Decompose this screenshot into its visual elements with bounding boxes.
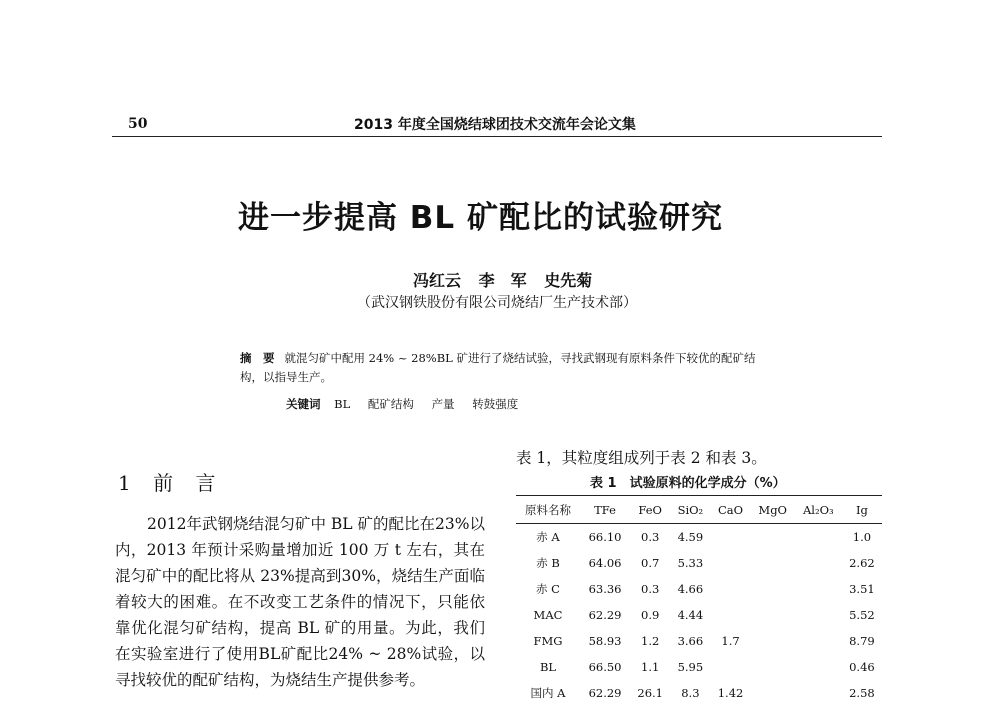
keywords-label: 关键词 — [286, 397, 321, 411]
table-header-cell: CaO — [710, 496, 750, 524]
table-cell: 5.52 — [849, 608, 875, 622]
table-header-cell: 原料名称 — [516, 496, 580, 524]
table-cell: 64.06 — [588, 556, 622, 570]
table-cell — [751, 576, 795, 602]
page-number: 50 — [128, 116, 148, 132]
table-cell: 2.58 — [849, 686, 875, 700]
table-cell: 58.93 — [588, 634, 622, 648]
table-cell: 63.36 — [588, 582, 622, 596]
table-cell: 4.59 — [677, 530, 704, 544]
keyword: 产量 — [431, 397, 455, 411]
table-header-cell: SiO₂ — [670, 496, 710, 524]
table-header-cell: Ig — [842, 496, 882, 524]
table-cell: 8.79 — [849, 634, 875, 648]
author-name: 冯红云 — [413, 271, 462, 290]
table-cell: 4.66 — [677, 582, 704, 596]
table-cell: 62.29 — [588, 608, 622, 622]
table-cell — [751, 550, 795, 576]
table-row — [516, 680, 882, 706]
table-cell — [751, 680, 795, 706]
table-row — [516, 628, 882, 654]
table-cell — [710, 654, 750, 680]
table-row — [516, 576, 882, 602]
body-paragraph-text: 2012年武钢烧结混匀矿中 BL 矿的配比在23%以内，2013 年预计采购量增加近 100 万 t 左右，其在混匀矿中的配比将从 23%提高到30%，烧结生产面临着较大的困难。在不改变工艺条件的情况下，只能依靠优化混匀矿结构，提高 BL 矿的用量。为此，我们在实验室进行了使用BL矿配比24% ~ 28%试验，以寻找较优的配矿结构，为烧结生产提供参考。 — [115, 515, 485, 689]
table-row — [516, 524, 882, 551]
table-cell: 5.95 — [677, 660, 704, 674]
table-row — [516, 602, 882, 628]
table-cell: 8.3 — [681, 686, 700, 700]
table-cell — [751, 524, 795, 551]
table-row — [516, 550, 882, 576]
author-name: 史先菊 — [544, 271, 593, 290]
table-cell — [795, 680, 842, 706]
keyword: BL — [334, 397, 351, 411]
material-name-cell: 国内 A — [530, 686, 566, 700]
abstract — [240, 349, 760, 387]
abstract-label: 摘 要 — [240, 351, 275, 365]
table-cell: 1.1 — [641, 660, 660, 674]
keyword: 转鼓强度 — [472, 397, 519, 411]
abstract-text: 就混匀矿中配用 24% ~ 28%BL 矿进行了烧结试验，寻找武钢现有原料条件下较优的配矿结构，以指导生产。 — [240, 351, 756, 384]
header-rule — [112, 136, 882, 137]
table-cell: 0.46 — [849, 660, 875, 674]
table-cell: 0.3 — [641, 582, 660, 596]
material-name-cell: 赤 A — [536, 530, 560, 544]
table-cell — [795, 550, 842, 576]
table-caption: 表 1 试验原料的化学成分（%） — [590, 476, 786, 491]
table-cell — [795, 602, 842, 628]
table-cell: 1.42 — [717, 686, 744, 700]
author-list — [413, 268, 592, 291]
table-cell: 0.9 — [641, 608, 660, 622]
table-cell: 2.62 — [849, 556, 875, 570]
table-cell: 5.33 — [677, 556, 704, 570]
table-row — [516, 654, 882, 680]
table-cell — [710, 576, 750, 602]
table-cell: 1.7 — [721, 634, 740, 648]
composition-table — [516, 495, 882, 706]
table-cell: 1.0 — [852, 530, 872, 544]
table-cell: 3.51 — [849, 582, 875, 596]
table-header-cell: Al₂O₃ — [795, 496, 842, 524]
table-header-cell: MgO — [751, 496, 795, 524]
material-name-cell: BL — [539, 660, 557, 674]
affiliation: （武汉钢铁股份有限公司烧结厂生产技术部） — [357, 295, 637, 311]
table-cell: 62.29 — [588, 686, 622, 700]
table-cell — [710, 602, 750, 628]
table-cell: 66.10 — [588, 530, 622, 544]
body-paragraph — [115, 511, 485, 693]
section-heading: 1 前 言 — [118, 471, 224, 495]
keywords — [286, 396, 532, 412]
table-cell: 1.2 — [641, 634, 660, 648]
running-title: 2013 年度全国烧结球团技术交流年会论文集 — [354, 117, 636, 133]
table-cell — [795, 524, 842, 551]
material-name-cell: 赤 C — [536, 582, 560, 596]
table-header-cell: TFe — [580, 496, 630, 524]
table-cell: 0.7 — [641, 556, 660, 570]
table-cell — [710, 550, 750, 576]
material-name-cell: 赤 B — [536, 556, 560, 570]
table-cell — [751, 602, 795, 628]
author-name: 李 军 — [478, 271, 527, 290]
material-name-cell: MAC — [533, 608, 563, 622]
table-cell: 4.44 — [677, 608, 704, 622]
keyword: 配矿结构 — [367, 397, 414, 411]
table-cell — [751, 654, 795, 680]
table-header-cell: FeO — [630, 496, 670, 524]
table-header-row — [516, 496, 882, 524]
material-name-cell: FMG — [533, 634, 563, 648]
table-cell — [751, 628, 795, 654]
table-cell: 66.50 — [588, 660, 622, 674]
table-cell — [710, 524, 750, 551]
table-cell — [795, 576, 842, 602]
table-cell: 26.1 — [637, 686, 663, 700]
table-cell: 0.3 — [641, 530, 660, 544]
table-cell — [795, 628, 842, 654]
right-column-text: 表 1，其粒度组成列于表 2 和表 3。 — [516, 449, 767, 467]
table-cell — [795, 654, 842, 680]
table-cell: 3.66 — [677, 634, 704, 648]
paper-title: 进一步提高 BL 矿配比的试验研究 — [238, 200, 723, 236]
